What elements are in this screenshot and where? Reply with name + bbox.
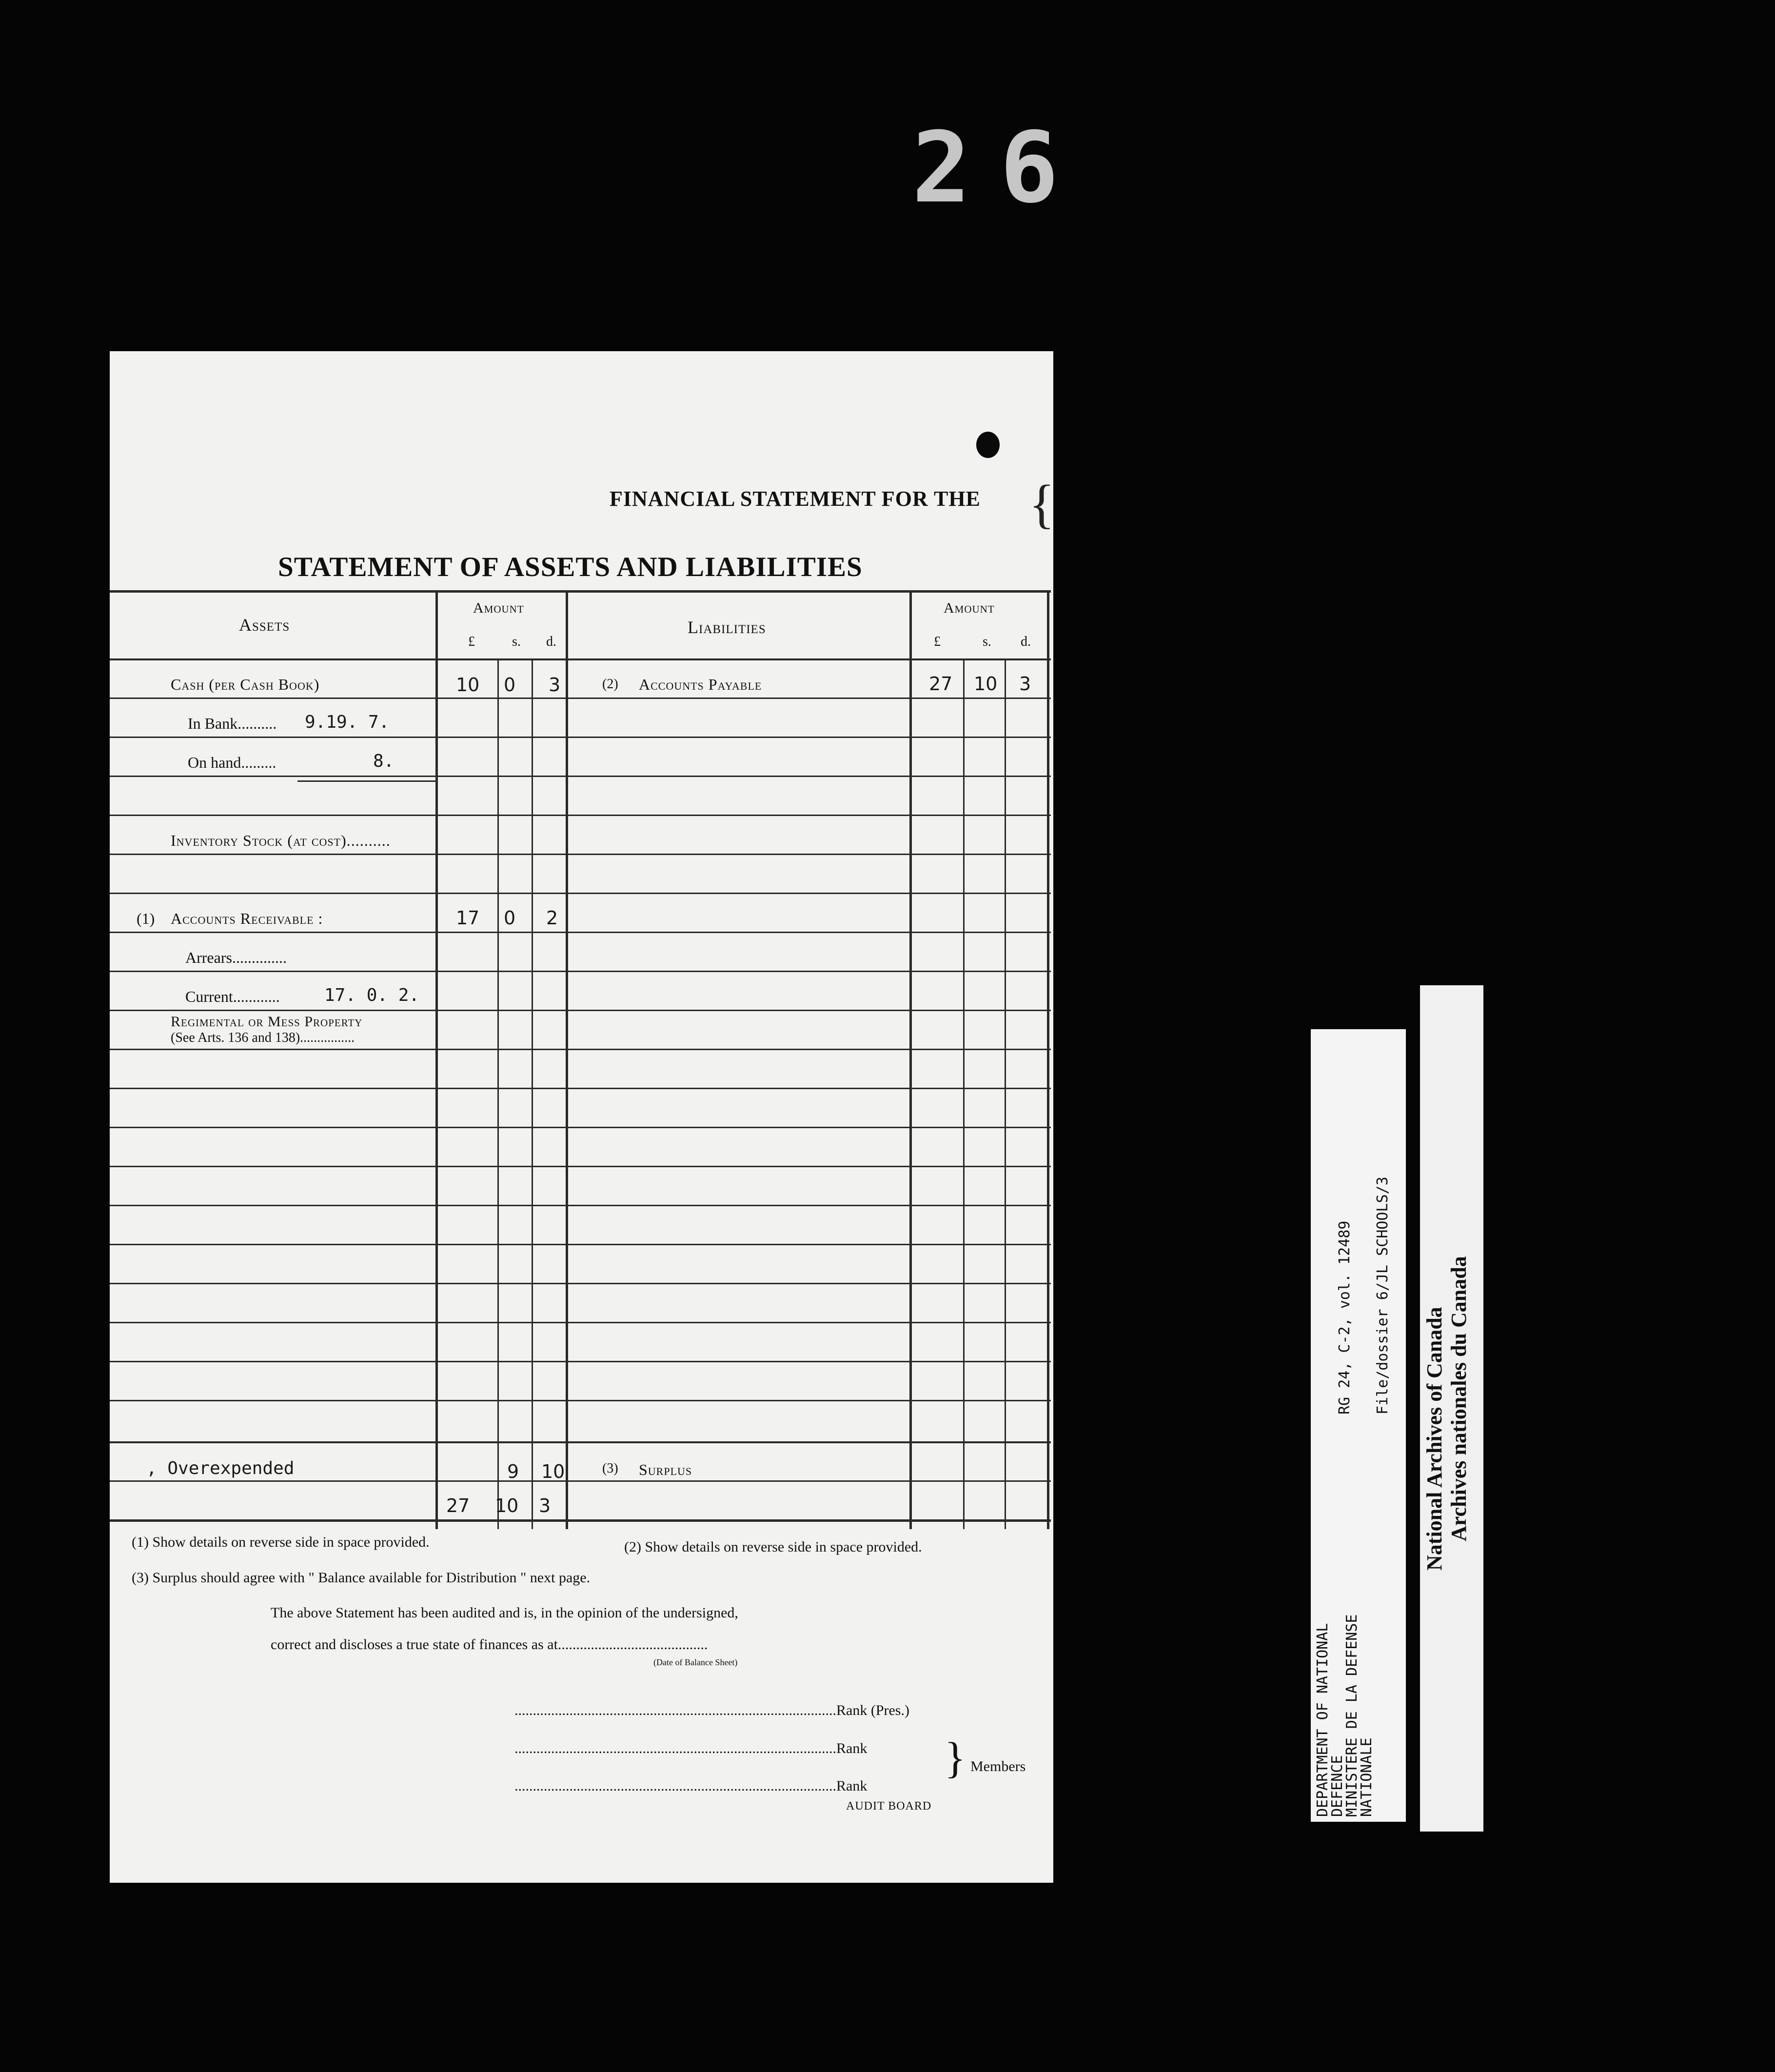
table-column-rule xyxy=(909,590,912,1529)
footnote-3: (3) Surplus should agree with " Balance available for Distribution " next page. xyxy=(132,1570,591,1586)
table-column-rule xyxy=(566,590,568,1529)
payable-pence: 3 xyxy=(1019,673,1031,695)
total-pounds: 27 xyxy=(446,1495,470,1516)
archive-reference-numbers xyxy=(1338,1176,1390,1415)
surplus-note-number: (3) xyxy=(602,1461,618,1476)
table-column-rule xyxy=(435,590,438,1529)
overexpended-pence: 10 xyxy=(541,1461,565,1482)
cash-label: Cash (per Cash Book) xyxy=(171,676,320,693)
members-label: Members xyxy=(970,1758,1026,1774)
brace-mark: { xyxy=(1029,474,1055,534)
national-archives-text xyxy=(1422,1256,1471,1571)
payable-label: Accounts Payable xyxy=(639,676,762,693)
on-hand-value: 8. xyxy=(373,751,394,771)
assets-liabilities-table xyxy=(110,590,1051,1529)
table-column-rule xyxy=(497,658,499,1529)
shillings-header: s. xyxy=(983,634,991,649)
subtotal-rule xyxy=(297,780,436,782)
punch-hole xyxy=(976,432,1000,458)
in-bank-label: In Bank.......... xyxy=(188,715,277,732)
arrears-label: Arrears.............. xyxy=(185,949,287,966)
archive-ref-volume: RG 24, C-2, vol. 12489 xyxy=(1336,1220,1353,1415)
shillings-header: s. xyxy=(512,634,521,649)
audit-statement-line1: The above Statement has been audited and is, in the opinion of the undersigned, xyxy=(271,1605,738,1621)
receivable-shillings: 0 xyxy=(504,907,516,929)
current-label: Current............ xyxy=(185,988,280,1005)
cash-pounds: 10 xyxy=(456,674,480,696)
surplus-label: Surplus xyxy=(639,1461,692,1478)
pence-header: d. xyxy=(546,634,556,649)
department-line-3: MINISTERE DE LA DEFENSE xyxy=(1343,1614,1361,1817)
assets-header: Assets xyxy=(239,615,290,635)
page-stamp-number: 26 xyxy=(912,111,1088,225)
overexpended-label: , Overexpended xyxy=(146,1458,295,1478)
financial-statement-title: FINANCIAL STATEMENT FOR THE xyxy=(610,487,981,511)
receivable-pence: 2 xyxy=(546,907,558,929)
members-brace: } xyxy=(945,1734,966,1782)
rank-member-line-1: ........................................................................................Rank xyxy=(514,1740,868,1756)
table-column-rule xyxy=(1047,590,1049,1529)
pounds-header: £ xyxy=(468,634,475,649)
audit-statement-line2: correct and discloses a true state of finances as at......................................... xyxy=(271,1636,708,1653)
overexpended-shillings: 9 xyxy=(507,1461,519,1482)
date-of-balance-sheet-label: (Date of Balance Sheet) xyxy=(653,1657,738,1667)
table-column-rule xyxy=(963,658,965,1529)
department-line-4: NATIONALE xyxy=(1358,1737,1375,1817)
payable-shillings: 10 xyxy=(974,673,998,695)
regimental-label: Regimental or Mess Property xyxy=(171,1014,363,1030)
receivable-label: Accounts Receivable : xyxy=(171,910,323,927)
department-line-2: DEFENCE xyxy=(1329,1755,1346,1817)
audit-board-label: AUDIT BOARD xyxy=(846,1800,932,1813)
table-column-rule xyxy=(1005,658,1006,1529)
regimental-note: (See Arts. 136 and 138)................ xyxy=(171,1030,355,1045)
liabilities-header: Liabilities xyxy=(688,618,766,637)
cash-shillings: 0 xyxy=(504,674,516,696)
footnote-2: (2) Show details on reverse side in space provided. xyxy=(624,1539,922,1555)
current-value: 17. 0. 2. xyxy=(324,985,420,1005)
footnote-1: (1) Show details on reverse side in space provided. xyxy=(132,1534,430,1550)
pence-header: d. xyxy=(1021,634,1031,649)
archive-ref-file: File/dossier 6/JL SCHOOLS/3 xyxy=(1374,1176,1391,1415)
rank-member-line-2: ........................................................................................Rank xyxy=(514,1778,868,1794)
in-bank-value: 9.19. 7. xyxy=(305,712,390,732)
national-archives-fr: Archives nationales du Canada xyxy=(1447,1256,1471,1541)
archive-reference-text xyxy=(1316,1614,1374,1817)
rank-president-line: ........................................................................................Rank (Pres.) xyxy=(514,1702,909,1718)
receivable-pounds: 17 xyxy=(456,907,480,929)
total-shillings: 10 xyxy=(495,1495,519,1516)
receivable-note-number: (1) xyxy=(137,910,155,927)
liabilities-amount-header: Amount xyxy=(944,600,995,616)
cash-pence: 3 xyxy=(549,674,561,696)
archive-reference-slip xyxy=(1311,1029,1406,1822)
table-column-rule xyxy=(532,658,533,1529)
statement-title: STATEMENT OF ASSETS AND LIABILITIES xyxy=(278,552,863,582)
financial-statement-sheet xyxy=(110,351,1053,1883)
payable-note-number: (2) xyxy=(602,677,618,692)
total-pence: 3 xyxy=(539,1495,551,1516)
national-archives-en: National Archives of Canada xyxy=(1422,1307,1446,1571)
department-line-1: DEPARTMENT OF NATIONAL xyxy=(1314,1623,1331,1817)
assets-amount-header: Amount xyxy=(473,600,524,616)
pounds-header: £ xyxy=(934,634,941,649)
on-hand-label: On hand......... xyxy=(188,754,276,771)
inventory-label: Inventory Stock (at cost).......... xyxy=(171,832,391,849)
payable-pounds: 27 xyxy=(929,673,953,695)
national-archives-slip xyxy=(1420,985,1483,1832)
